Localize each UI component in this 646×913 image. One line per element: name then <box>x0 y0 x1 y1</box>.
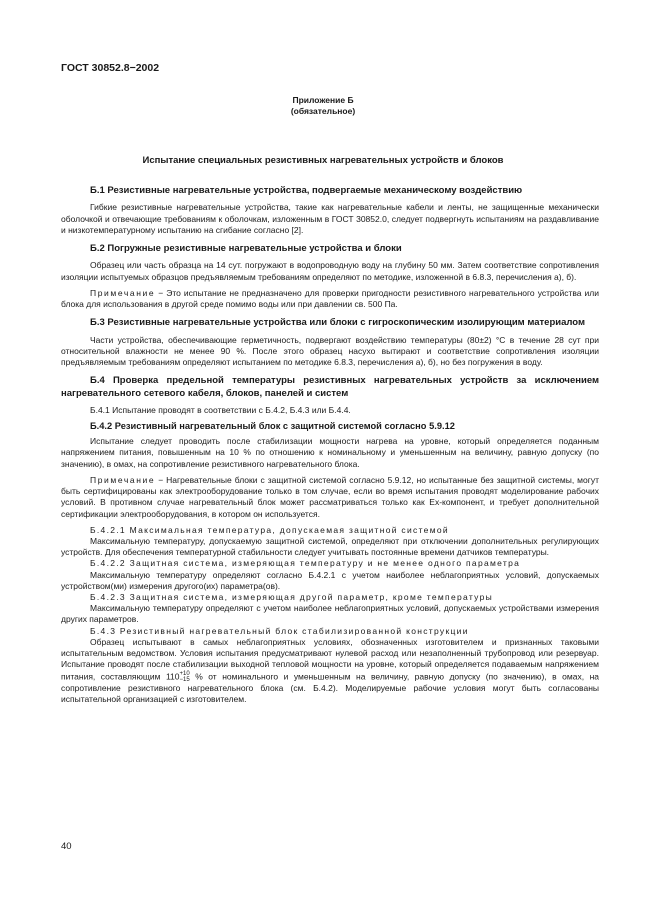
section-b2-text: Образец или часть образца на 14 сут. погружают в водопроводную воду на глубину 50 мм. Затем соответствие сопротивления изоляции испытуемых образцов предъявляемым требованиям определяют по методике, изложенной в 6.8.3, перечисления а), б). <box>61 260 599 282</box>
subsection-b4-3-text-part-a: Образец испытывают в самых неблагоприятных условиях, обозначенных изготовителем и признанных таковыми испытательным ведомством. Условия испытания предусматривают нулевой расход или незаполненный трубопровод или резервуар. Испытание проводят после стабилизации выходной тепловой мощности на уровне, который определяется подаваемым напряжением питания, составляющим 110 <box>61 636 599 681</box>
section-b4 <box>61 375 599 705</box>
subsection-b4-3-text-part-b: % от номинального и уменьшенным на величину, равную допуску (по значению), в омах, на сопротивление резистивного нагревательного блока (см. Б.4.2). Моделируемые рабочие условия могут быть согласованы испытательной организацией с изготовителем. <box>61 670 600 704</box>
section-b3 <box>61 317 599 368</box>
subsection-b4-2-2-title: Б.4.2.2 Защитная система, измеряющая температуру и не менее одного параметра <box>90 558 521 569</box>
note-text: − Это испытание не предназначено для проверки пригодности резистивного нагревательного устройства или блока для использования в другой среде помимо воды или при давлении св. 500 Па. <box>61 287 599 309</box>
tolerance-fraction <box>180 671 190 683</box>
section-b4-2-note <box>61 475 599 520</box>
tolerance-upper: +10 <box>179 670 190 677</box>
section-b3-heading: Б.3 Резистивные нагревательные устройства или блоки с гигроскопическим изолирующим материалом <box>90 317 586 329</box>
subsection-b4-2-1-title: Б.4.2.1 Максимальная температура, допускаемая защитной системой <box>90 524 449 535</box>
section-b4-2-text: Испытание следует проводить после стабилизации мощности нагрева на уровне, который определяется поданным напряжением питания, повышенным на 10 % по отношению к номинальному и уменьшенным на величину, равную допуску (по значению), в омах, на сопротивление резистивного нагревательного блока. <box>61 436 599 469</box>
page-number: 40 <box>61 841 72 852</box>
subsection-b4-3-title: Б.4.3 Резистивный нагревательный блок стабилизированной конструкции <box>90 625 469 636</box>
subsection-b4-2-1-text: Максимальную температуру, допускаемую защитной системой, определяют при отключении дополнительных регулирующих устройств. Для обеспечения температурной стабильности следует учитывать постоянные времени датчиков температуры. <box>61 535 599 558</box>
subsection-b4-2-2-text: Максимальную температуру определяют согласно Б.4.2.1 с учетом наиболее неблагоприятных условий, допускаемых устройством(ми) измерения другого(их) параметра(ов). <box>61 569 599 591</box>
section-b2-note <box>61 288 599 310</box>
section-b4-heading: Б.4 Проверка предельной температуры резистивных нагревательных устройств за исключением нагревательного сетевого кабеля, блоков, панелей и систем <box>61 375 599 399</box>
document-code: ГОСТ 30852.8−2002 <box>61 62 160 74</box>
appendix-subtitle: (обязательное) <box>290 106 356 117</box>
section-b1 <box>61 185 599 236</box>
appendix-heading <box>0 95 646 118</box>
section-b4-1-text: Б.4.1 Испытание проводят в соответствии с Б.4.2, Б.4.3 или Б.4.4. <box>90 404 351 415</box>
section-b2-heading: Б.2 Погружные резистивные нагревательные устройства и блоки <box>90 243 402 254</box>
subsection-b4-3-text <box>61 637 599 705</box>
note-text: − Нагревательные блоки с защитной системой согласно 5.9.12, но испытанные без защитной системы, могут быть сертифицированы как электрооборудование только в том случае, если во время испытания проводят моделирование рабочих условий. В противном случае нагревательный блок может рассматриваться только как Ех-компонент, и требует дополнительной сертификации электрооборудования, в котором он используется. <box>61 474 599 519</box>
subsection-b4-2-3-title: Б.4.2.3 Защитная система, измеряющая другой параметр, кроме температуры <box>90 592 494 603</box>
subsection-b4-2-3-text: Максимальную температуру определяют с учетом наиболее неблагоприятных условий, допускаемых устройствами измерения других параметров. <box>61 603 599 625</box>
section-b1-heading: Б.1 Резистивные нагревательные устройства, подвергаемые механическому воздействию <box>90 185 523 196</box>
appendix-title: Приложение Б <box>292 95 354 105</box>
note-label: Примечание <box>90 474 156 485</box>
document-body <box>61 185 599 712</box>
section-b2 <box>61 243 599 310</box>
section-b4-2-heading: Б.4.2 Резистивный нагревательный блок с защитной системой согласно 5.9.12 <box>90 421 455 432</box>
note-label: Примечание <box>90 287 156 298</box>
section-b1-text: Гибкие резистивные нагревательные устройства, такие как нагревательные кабели и ленты, не защищенные механически оболочкой и отвечающие требованиям к оболочкам, изложенным в ГОСТ 30852.0, следует подвергнуть испытаниям на раздавливание и низкотемпературному испытанию на сгибание согласно [2]. <box>61 202 599 235</box>
tolerance-lower: −15 <box>179 676 190 683</box>
appendix-main-title: Испытание специальных резистивных нагревательных устройств и блоков <box>142 155 504 166</box>
section-b3-text: Части устройства, обеспечивающие герметичность, подвергают воздействию температуры (80±2) °С в течение 28 сут при относительной влажности не менее 90 %. После этого образец насухо вытирают и соответствие сопротивления изоляции предъявляемым требованиям определяют испытанием по методике 6.8.3, перечисления а), б), но без погружения в воду. <box>61 334 599 367</box>
